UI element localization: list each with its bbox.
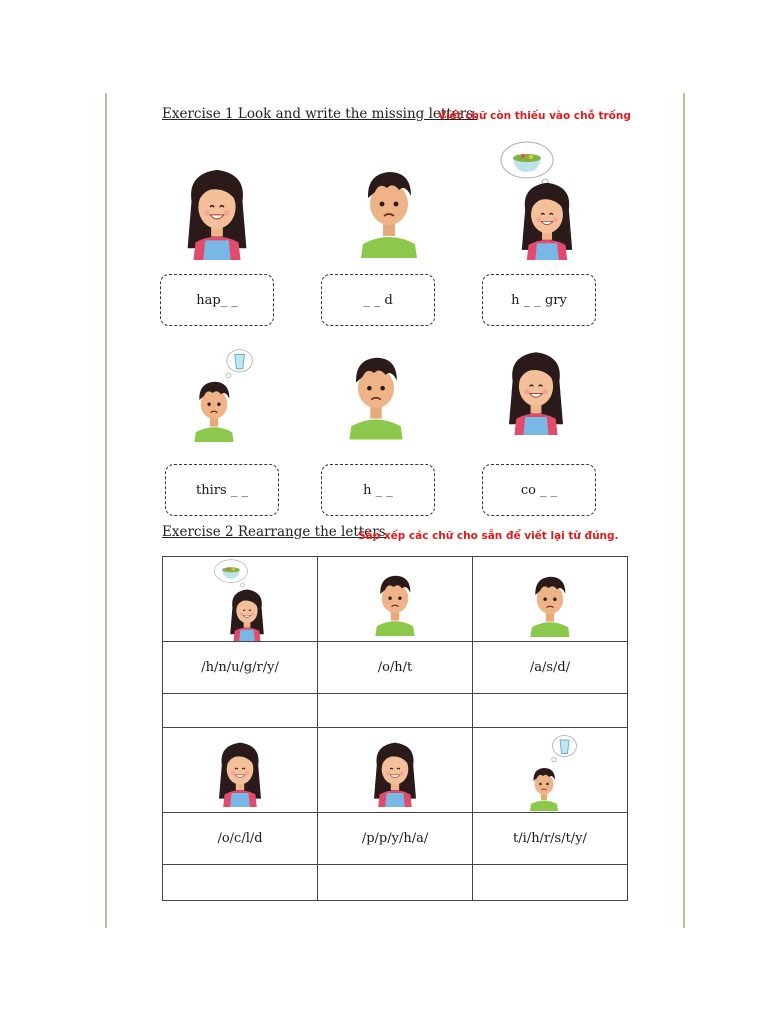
- sad-boy-icon: [522, 563, 578, 641]
- hungry-girl-icon: [210, 557, 270, 641]
- letters-cell: /o/c/l/d: [163, 813, 318, 865]
- exercise1-title: Exercise 1 Look and write the missing letters.: [162, 106, 478, 122]
- answer-box-hot[interactable]: h _ _: [321, 464, 435, 516]
- letters-cell: /o/h/t: [318, 642, 473, 694]
- letters-cell: /h/n/u/g/r/y/: [163, 642, 318, 694]
- answer-box-thirsty[interactable]: thirs _ _: [165, 464, 279, 516]
- table-cell: [472, 557, 627, 642]
- thirsty-boy-icon: [520, 732, 580, 812]
- table-cell: [318, 728, 473, 813]
- happy-girl-icon: [177, 162, 257, 260]
- table-cell: [163, 557, 318, 642]
- cold-girl-icon: [500, 338, 572, 442]
- answer-cell[interactable]: [472, 865, 627, 901]
- answer-cell[interactable]: [472, 694, 627, 728]
- letters-cell: /p/p/y/h/a/: [318, 813, 473, 865]
- exercise2-title: Exercise 2 Rearrange the letters: [162, 524, 386, 540]
- left-margin-line: [105, 93, 107, 928]
- hot-boy-icon: [338, 342, 414, 442]
- right-margin-line: [683, 93, 685, 928]
- letters-cell: /a/s/d/: [472, 642, 627, 694]
- answer-cell[interactable]: [163, 694, 318, 728]
- answer-box-cold[interactable]: co _ _: [482, 464, 596, 516]
- answer-cell[interactable]: [318, 865, 473, 901]
- exercise1-subtitle: Viết chữ còn thiếu vào chỗ trống: [438, 110, 631, 122]
- table-cell: [472, 728, 627, 813]
- table-cell: [318, 557, 473, 642]
- happy-girl-icon: [367, 732, 423, 812]
- hungry-girl-icon: [510, 176, 584, 260]
- table-cell: [163, 728, 318, 813]
- answer-box-happy[interactable]: hap_ _: [160, 274, 274, 326]
- rearrange-table: [162, 556, 628, 901]
- cold-girl-icon: [212, 732, 268, 812]
- thirsty-boy-icon: [186, 372, 242, 442]
- exercise2-subtitle: Sắp xếp các chữ cho sẵn để viết lại từ đúng.: [358, 530, 619, 542]
- hot-boy-icon: [367, 561, 423, 641]
- sad-boy-icon: [349, 156, 429, 260]
- answer-box-sad[interactable]: _ _ d: [321, 274, 435, 326]
- answer-box-hungry[interactable]: h _ _ gry: [482, 274, 596, 326]
- answer-cell[interactable]: [318, 694, 473, 728]
- letters-cell: t/i/h/r/s/t/y/: [472, 813, 627, 865]
- answer-cell[interactable]: [163, 865, 318, 901]
